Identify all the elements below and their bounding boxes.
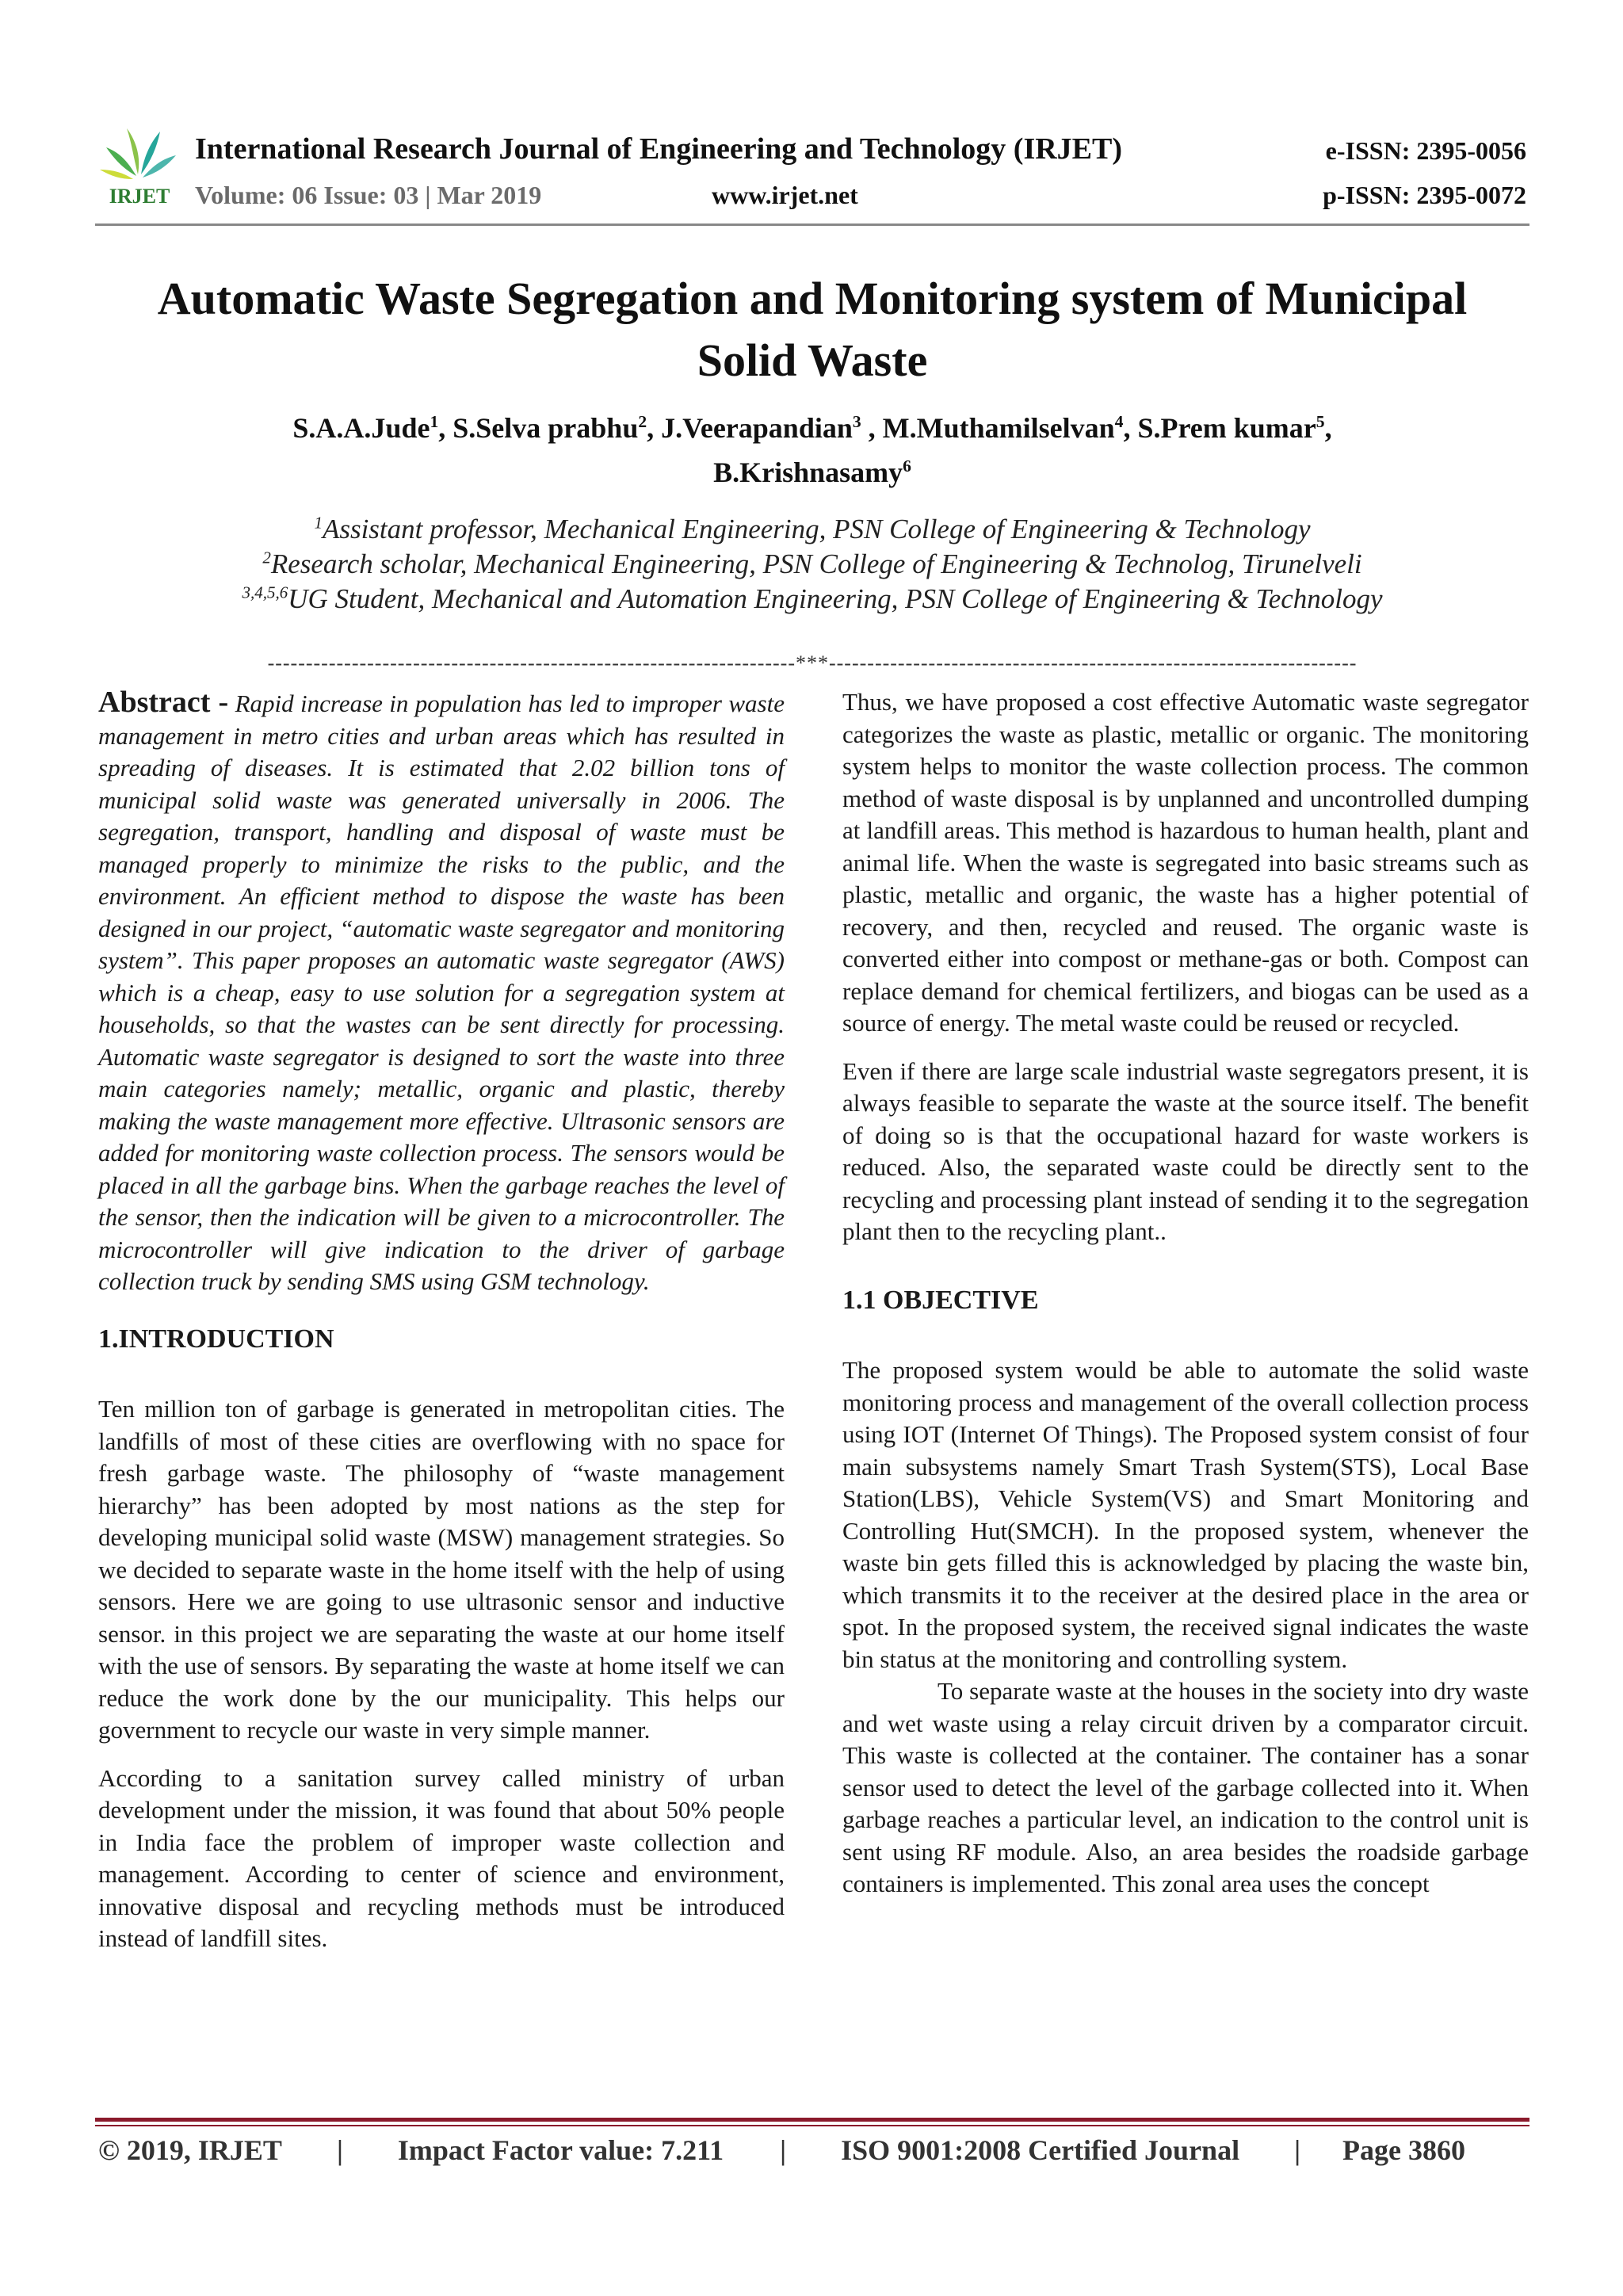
journal-title: International Research Journal of Engineering and Technology (IRJET) [195,132,1123,166]
abstract [98,686,785,1298]
affiliation-superscript: 3,4,5,6 [242,583,288,602]
affiliation-text: Assistant professor, Mechanical Engineering, PSN College of Engineering & Technology [322,514,1311,544]
affiliation-superscript: 2 [262,548,271,567]
objective-heading: 1.1 OBJECTIVE [842,1285,1039,1315]
footer-page-number: Page 3860 [1342,2134,1465,2166]
abstract-text: Rapid increase in population has led to improper waste management in metro cities and urban areas which has resulted in spreading of diseases. It is estimated that 2.02 billion tons of municipal solid waste was generated universally in 2006. The segregation, transport, handling and disposal of waste must be managed properly to minimize the risks to the public, and the environment. An efficient method to dispose the waste has been designed in our project, “automatic waste segregator and monitoring system”. This paper proposes an automatic waste segregator (AWS) which is a cheap, easy to use solution for a segregation system at households, so that the wastes can be sent directly for processing. Automatic waste segregator is designed to sort the waste into three main categories namely; metallic, organic and plastic, thereby making the waste management more effective. Ultrasonic sensors are added for monitoring waste collection process. The sensors would be placed in all the garbage bins. When the garbage reaches the level of the sensor, then the indication will be given to a microcontroller. The microcontroller will give indication to the driver of garbage collection truck by sending SMS using GSM technology. [98,690,785,1295]
author-superscript: 1 [430,412,439,431]
body-paragraph: Even if there are large scale industrial waste segregators present, it is always feasible to separate the waste at the source itself. The benefit of doing so is that the occupational hazard for waste workers is reduced. Also, the separated waste could be directly sent to the recycling and processing plant instead of sending it to the segregation plant then to the recycling plant.. [842,1056,1529,1245]
footer-divider-thin [95,2125,1529,2126]
right-column [842,686,1529,1916]
irjet-logo [95,120,184,209]
author-superscript: 3 [852,412,861,431]
affiliation-line [127,547,1498,582]
introduction-paragraph: According to a sanitation survey called ministry of urban development under the mission, it was found that about 50% people in India face the problem of improper waste collection and management. According to center of science and environment, innovative disposal and recycling methods must be introduced instead of landfill sites. [98,1763,785,1952]
author-name: M.Muthamilselvan [882,412,1115,444]
logo-leaves-icon [100,128,176,179]
body-paragraph: Thus, we have proposed a cost effective Automatic waste segregator categorizes the waste as plastic, metallic or organic. The monitoring system helps to monitor the waste collection process. The common method of waste disposal is by unplanned and uncontrolled dumping at landfill areas. This method is hazardous to human health, plant and animal life. When the waste is segregated into basic streams such as plastic, metallic and organic, the waste has a higher potential of recovery, and then, recycled and reused. The organic waste is converted either into compost or methane-gas or both. Compost can replace demand for chemical fertilizers, and biogas can be used as a source of energy. The metal waste could be reused or recycled. [842,688,1529,1037]
e-issn: e-ISSN: 2395-0056 [1325,136,1526,165]
footer-separator: | [1294,2134,1301,2166]
introduction-heading: 1.INTRODUCTION [98,1324,334,1354]
author-superscript: 5 [1316,412,1325,431]
author-name: S.Prem kumar [1137,412,1316,444]
body-paragraph: The proposed system would be able to automate the solid waste monitoring process and management of the overall collection process using IOT (Internet Of Things). The Proposed system consist of four main subsystems namely Smart Trash System(STS), Local Base Station(LBS), Vehicle System(VS) and Smart Monitoring and Controlling Hut(SMCH). In the proposed system, whenever the waste bin gets filled this is acknowledged by placing the waste bin, which transmits it to the receiver at the desired place in the area or spot. In the proposed system, the received signal indicates the waste bin status at the monitoring and controlling system. [842,1356,1529,1673]
footer-iso: ISO 9001:2008 Certified Journal [841,2134,1240,2166]
author-superscript: 2 [638,412,647,431]
svg-text:IRJET: IRJET [109,185,170,208]
footer-divider [95,2118,1529,2122]
footer-separator: | [780,2134,787,2166]
author-name: J.Veerapandian [661,412,853,444]
paper-title: Automatic Waste Segregation and Monitoring system of Municipal Solid Waste [157,273,1468,386]
author-superscript: 6 [903,457,911,476]
footer-impact-factor: Impact Factor value: 7.211 [397,2134,724,2166]
affiliation-text: UG Student, Mechanical and Automation Engineering, PSN College of Engineering & Technology [288,583,1383,614]
affiliations [127,512,1498,617]
affiliation-line [127,582,1498,617]
section-separator: ---------------------------------------------------------------------***--------------------------------------------------------------------- [267,651,1358,674]
introduction-paragraph: Ten million ton of garbage is generated in metropolitan cities. The landfills of most of these cities are overflowing with no space for fresh garbage waste. The philosophy of “waste management hierarchy” has been adopted by most nations as the step for developing municipal solid waste (MSW) management strategies. So we decided to separate waste in the home itself with the help of using sensors. Here we are going to use ultrasonic sensor and inductive sensor. in this project we are separating the waste at our home itself with the use of sensors. By separating the waste at home itself we can reduce the work done by the our municipality. This helps our government to recycle our waste in very simple manner. [98,1395,785,1744]
page-footer [98,2134,1465,2167]
abstract-label: Abstract - [98,686,229,719]
journal-website-link[interactable]: www.irjet.net [712,181,858,209]
affiliation-text: Research scholar, Mechanical Engineering, PSN College of Engineering & Technolog, Tirunelveli [270,548,1362,579]
left-column [98,686,785,1971]
author-name: S.A.A.Jude [292,412,430,444]
author-superscript: 4 [1114,412,1124,431]
author-list: S.A.A.Jude$^1$, S.Selva prabhu$^2$, J.Veerapandian$^3$ , M.Muthamilselvan$^4$, S.Prem kumar$^5$, B.Krishnasamy$^6$ [292,412,1332,488]
author-name: B.Krishnasamy [713,457,903,488]
p-issn: p-ISSN: 2395-0072 [1323,181,1526,209]
affiliation-line [127,512,1498,547]
body-paragraph: To separate waste at the houses in the society into dry waste and wet waste using a relay circuit driven by a comparator circuit. This waste is collected at the container. The container has a sonar sensor used to detect the level of the garbage collected into it. When garbage reaches a particular level, an indication to the control unit is sent using RF module. Also, an area besides the roadside garbage containers is implemented. This zonal area uses the concept [842,1677,1529,1897]
header-divider [95,223,1529,226]
volume-issue: Volume: 06 Issue: 03 | Mar 2019 [195,181,542,209]
footer-separator: | [336,2134,343,2166]
author-name: S.Selva prabhu [453,412,639,444]
affiliation-superscript: 1 [314,513,323,533]
footer-copyright: © 2019, IRJET [98,2134,282,2166]
